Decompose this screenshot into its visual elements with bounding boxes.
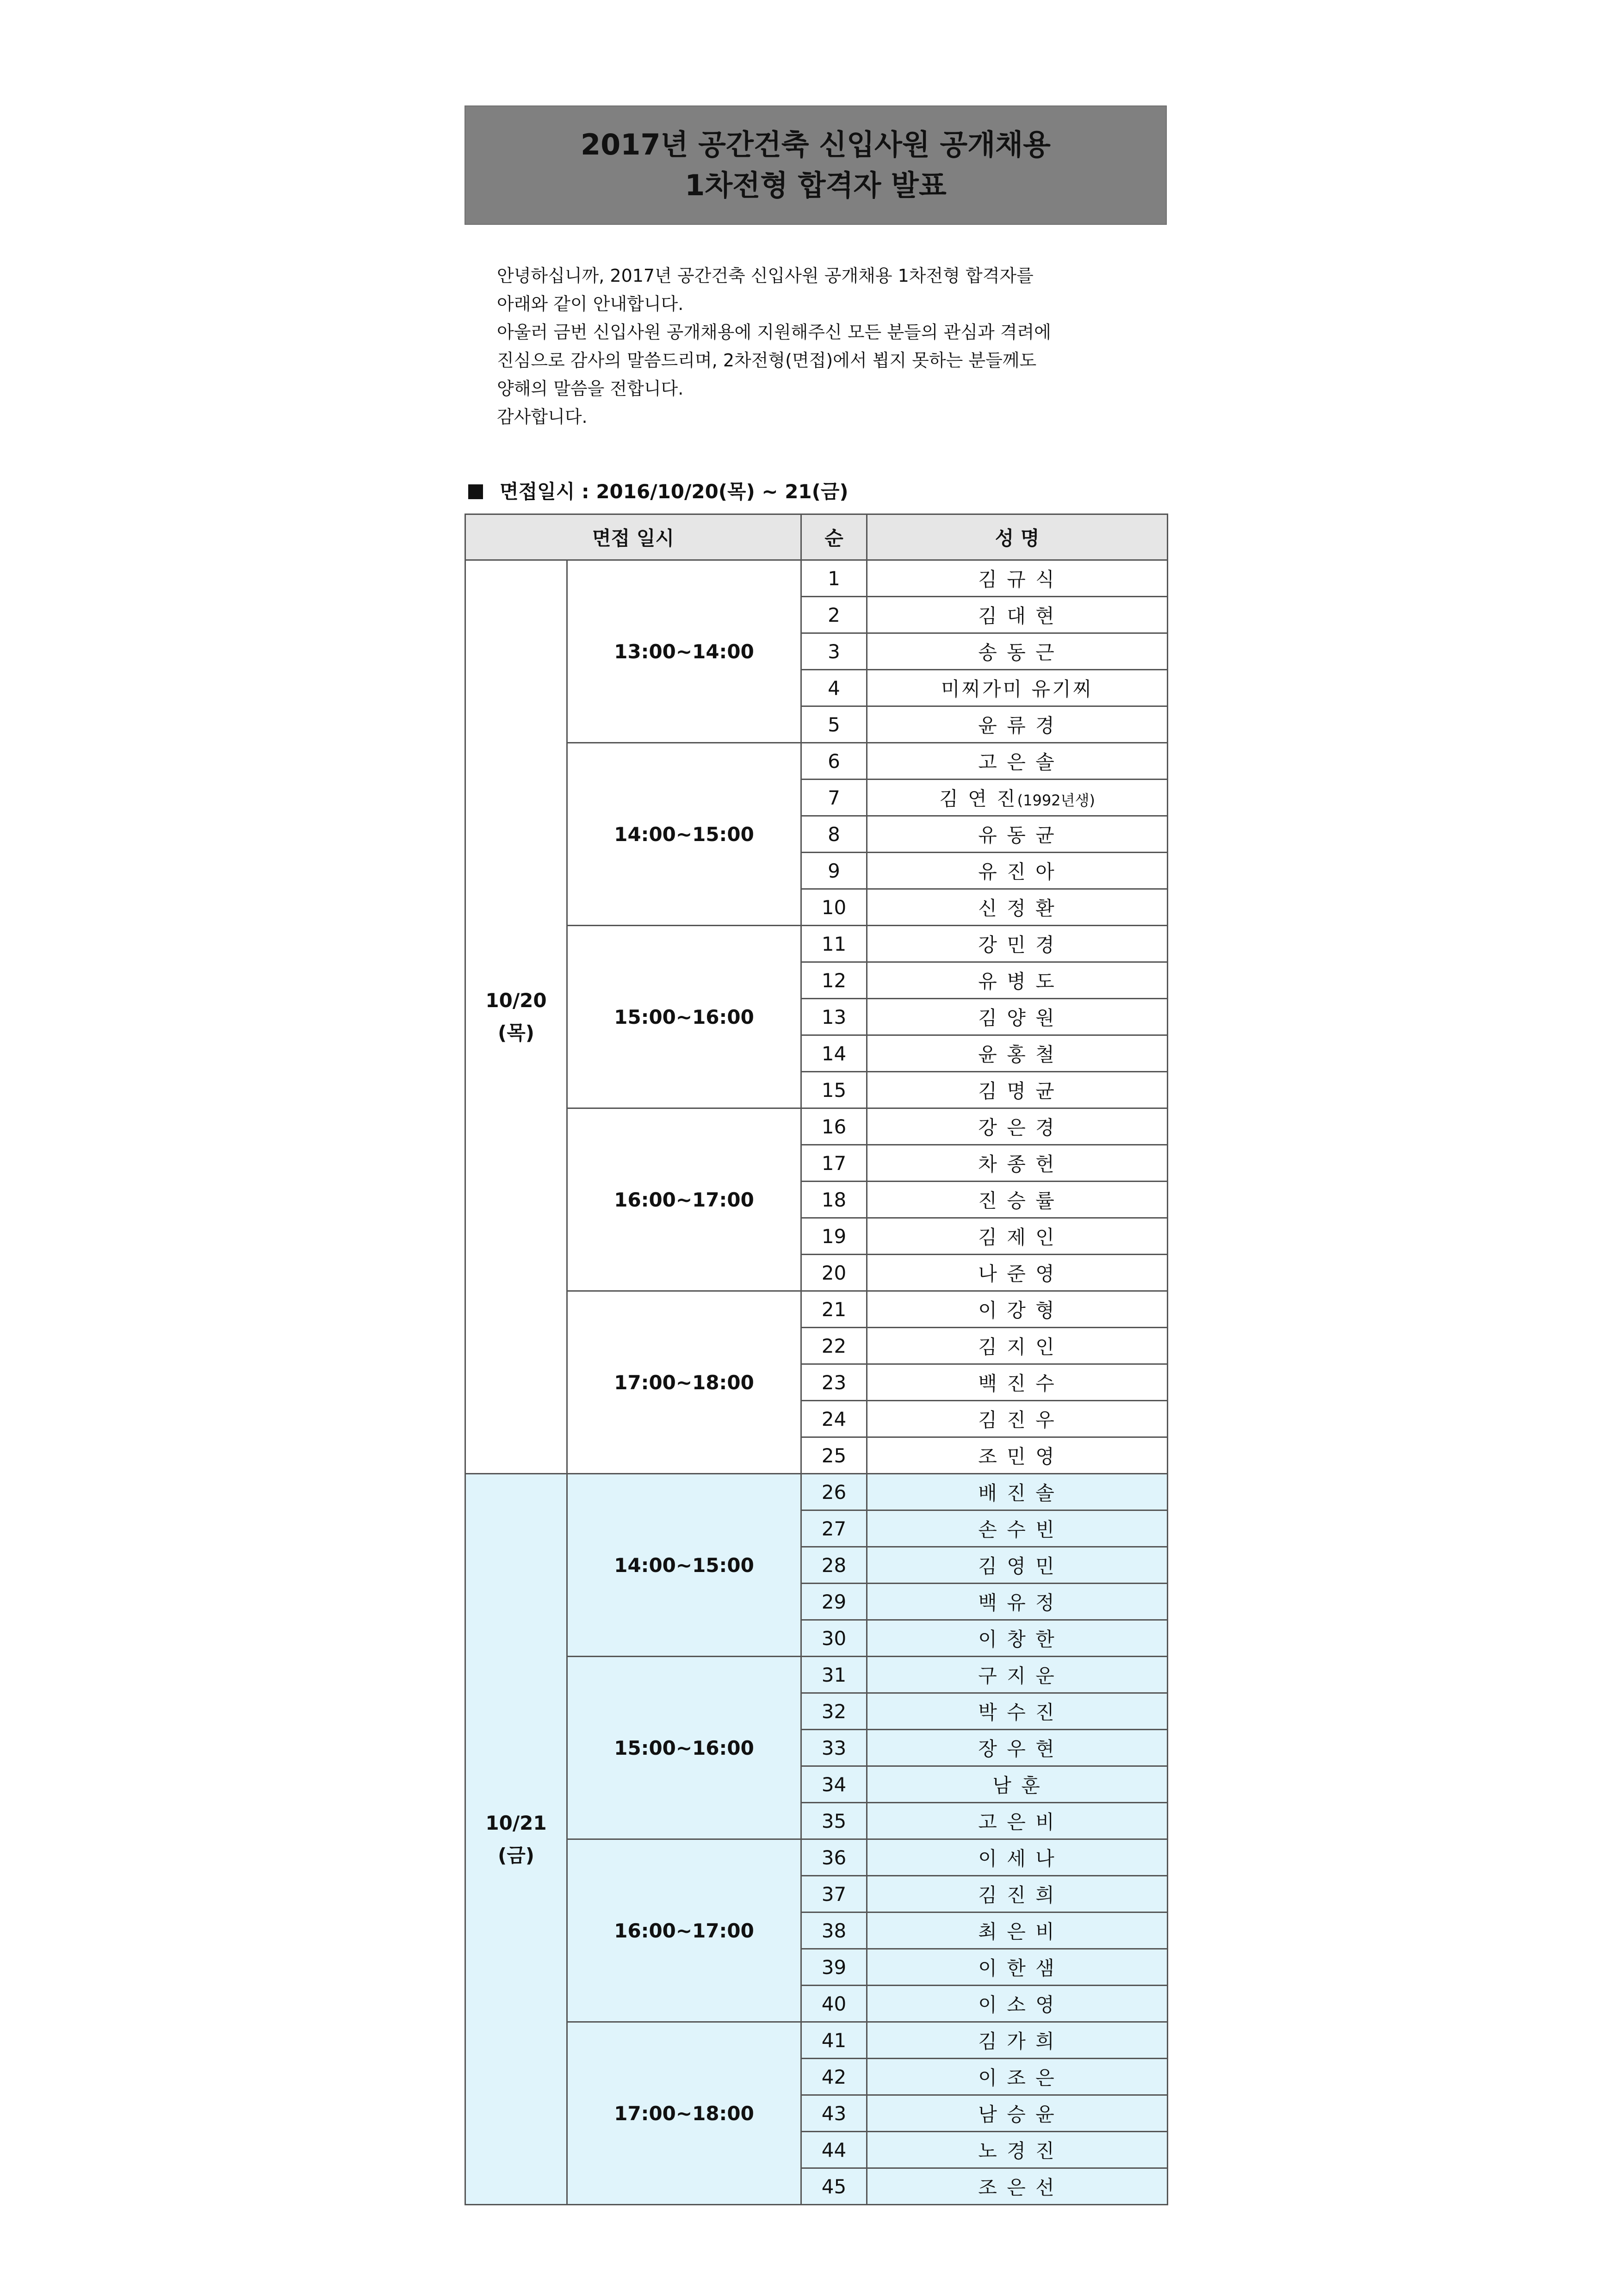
candidate-name <box>867 633 1168 670</box>
candidate-name <box>867 1986 1168 2022</box>
intro-line: 양해의 말씀을 전합니다. <box>497 378 684 399</box>
candidate-name-text: 백 진 수 <box>978 1372 1056 1395</box>
candidate-name-text: 최 은 비 <box>978 1920 1056 1943</box>
header-name: 성 명 <box>867 514 1168 560</box>
candidate-name <box>867 780 1168 816</box>
candidate-name <box>867 889 1168 926</box>
candidate-name-text: 유 병 도 <box>978 970 1056 993</box>
table-row <box>465 2022 1168 2059</box>
table-row <box>465 743 1168 780</box>
candidate-name-text: 구 지 운 <box>978 1665 1056 1687</box>
intro-line: 감사합니다. <box>497 407 588 427</box>
order-number: 21 <box>801 1291 867 1328</box>
order-number: 1 <box>801 560 867 597</box>
candidate-name-text: 김 진 희 <box>978 1884 1056 1906</box>
candidate-name-text: 남 훈 <box>992 1774 1042 1797</box>
title-banner <box>465 105 1167 225</box>
order-number: 34 <box>801 1766 867 1803</box>
candidate-name <box>867 1949 1168 1986</box>
candidate-name-text: 신 정 환 <box>978 897 1056 920</box>
day-weekday: (금) <box>498 1844 534 1867</box>
candidate-name <box>867 1693 1168 1730</box>
candidate-name <box>867 1035 1168 1072</box>
time-slot-cell: 14:00~15:00 <box>567 743 801 926</box>
candidate-name <box>867 560 1168 597</box>
candidate-name-text: 유 동 균 <box>978 824 1056 847</box>
day-date: 10/21 <box>485 1811 547 1834</box>
order-number: 25 <box>801 1437 867 1474</box>
candidate-name <box>867 1072 1168 1108</box>
order-number: 36 <box>801 1839 867 1876</box>
order-number: 27 <box>801 1510 867 1547</box>
candidate-name <box>867 2095 1168 2132</box>
interview-schedule-table <box>465 514 1168 2205</box>
day-cell <box>465 1474 567 2205</box>
candidate-name <box>867 1328 1168 1364</box>
order-number: 3 <box>801 633 867 670</box>
header-order: 순 <box>801 514 867 560</box>
time-slot-cell: 13:00~14:00 <box>567 560 801 743</box>
time-slot-cell: 15:00~16:00 <box>567 1657 801 1839</box>
order-number: 7 <box>801 780 867 816</box>
order-number: 6 <box>801 743 867 780</box>
order-number: 28 <box>801 1547 867 1584</box>
square-bullet-icon <box>468 484 483 499</box>
order-number: 23 <box>801 1364 867 1401</box>
time-slot-cell: 17:00~18:00 <box>567 2022 801 2205</box>
candidate-name <box>867 1108 1168 1145</box>
candidate-name-text: 김 명 균 <box>978 1080 1056 1102</box>
candidate-name <box>867 853 1168 889</box>
candidate-name <box>867 1730 1168 1766</box>
table-row <box>465 926 1168 962</box>
table-row <box>465 1657 1168 1693</box>
candidate-name <box>867 1401 1168 1437</box>
candidate-name-text: 고 은 솔 <box>978 751 1056 774</box>
day-weekday: (목) <box>498 1021 534 1044</box>
order-number: 19 <box>801 1218 867 1255</box>
candidate-name <box>867 2168 1168 2205</box>
header-interview-time: 면접 일시 <box>465 514 801 560</box>
candidate-name <box>867 1218 1168 1255</box>
order-number: 32 <box>801 1693 867 1730</box>
candidate-name-text: 나 준 영 <box>978 1262 1056 1285</box>
candidate-name-text: 강 민 경 <box>978 934 1056 956</box>
candidate-name-text: 이 한 샘 <box>978 1957 1056 1980</box>
order-number: 11 <box>801 926 867 962</box>
candidate-name-text: 차 종 헌 <box>978 1153 1056 1176</box>
candidate-name-text: 장 우 현 <box>978 1738 1056 1760</box>
order-number: 41 <box>801 2022 867 2059</box>
candidate-name <box>867 1766 1168 1803</box>
interview-date-heading <box>468 477 849 504</box>
candidate-name-text: 이 세 나 <box>978 1847 1056 1870</box>
candidate-name <box>867 1657 1168 1693</box>
order-number: 17 <box>801 1145 867 1182</box>
candidate-name-text: 노 경 진 <box>978 2140 1056 2162</box>
order-number: 22 <box>801 1328 867 1364</box>
order-number: 18 <box>801 1182 867 1218</box>
candidate-name-text: 이 창 한 <box>978 1628 1056 1651</box>
candidate-name <box>867 926 1168 962</box>
order-number: 35 <box>801 1803 867 1839</box>
order-number: 39 <box>801 1949 867 1986</box>
order-number: 13 <box>801 999 867 1035</box>
table-row <box>465 1108 1168 1145</box>
candidate-name <box>867 1547 1168 1584</box>
candidate-name <box>867 2022 1168 2059</box>
candidate-name-text: 강 은 경 <box>978 1116 1056 1139</box>
candidate-name-text: 김 제 인 <box>978 1226 1056 1249</box>
order-number: 43 <box>801 2095 867 2132</box>
table-body <box>465 560 1168 2205</box>
candidate-name-text: 김 규 식 <box>978 568 1056 591</box>
candidate-name-text: 김 진 우 <box>978 1409 1056 1431</box>
candidate-name <box>867 816 1168 853</box>
candidate-name-text: 김 양 원 <box>978 1007 1056 1029</box>
order-number: 2 <box>801 597 867 633</box>
candidate-name-text: 백 유 정 <box>978 1591 1056 1614</box>
candidate-name-text: 손 수 빈 <box>978 1518 1056 1541</box>
candidate-name <box>867 743 1168 780</box>
candidate-name-text: 김 연 진 <box>939 787 1017 810</box>
candidate-name-text: 송 동 근 <box>978 641 1056 664</box>
order-number: 40 <box>801 1986 867 2022</box>
table-row <box>465 560 1168 597</box>
time-slot-cell: 16:00~17:00 <box>567 1839 801 2022</box>
intro-line: 진심으로 감사의 말씀드리며, 2차전형(면접)에서 뵙지 못하는 분들께도 <box>497 350 1037 371</box>
candidate-name <box>867 999 1168 1035</box>
order-number: 10 <box>801 889 867 926</box>
order-number: 20 <box>801 1255 867 1291</box>
candidate-name-text: 진 승 률 <box>978 1189 1056 1212</box>
order-number: 33 <box>801 1730 867 1766</box>
candidate-name-text: 유 진 아 <box>978 860 1056 883</box>
candidate-name-text: 미찌가미 유기찌 <box>941 678 1094 700</box>
table-row <box>465 1474 1168 1510</box>
order-number: 42 <box>801 2059 867 2095</box>
table-row <box>465 1839 1168 1876</box>
candidate-name <box>867 2132 1168 2168</box>
candidate-name <box>867 1510 1168 1547</box>
candidate-name-text: 이 소 영 <box>978 1993 1056 2016</box>
candidate-name <box>867 597 1168 633</box>
candidate-name <box>867 1620 1168 1657</box>
time-slot-cell: 14:00~15:00 <box>567 1474 801 1657</box>
candidate-name-text: 윤 류 경 <box>978 714 1056 737</box>
intro-line: 아울러 금번 신입사원 공개채용에 지원해주신 모든 분들의 관심과 격려에 <box>497 322 1051 342</box>
title-line-1: 2017년 공간건축 신입사원 공개채용 <box>581 128 1051 161</box>
candidate-name-text: 조 은 선 <box>978 2176 1056 2199</box>
candidate-name-text: 조 민 영 <box>978 1445 1056 1468</box>
interview-date-text: 면접일시 : 2016/10/20(목) ~ 21(금) <box>500 480 849 503</box>
candidate-name-text: 박 수 진 <box>978 1701 1056 1724</box>
order-number: 26 <box>801 1474 867 1510</box>
order-number: 31 <box>801 1657 867 1693</box>
order-number: 45 <box>801 2168 867 2205</box>
order-number: 9 <box>801 853 867 889</box>
table-row <box>465 1291 1168 1328</box>
order-number: 38 <box>801 1912 867 1949</box>
candidate-name-text: 배 진 솔 <box>978 1482 1056 1504</box>
order-number: 29 <box>801 1584 867 1620</box>
candidate-name-text: 고 은 비 <box>978 1811 1056 1833</box>
order-number: 12 <box>801 962 867 999</box>
candidate-name <box>867 2059 1168 2095</box>
table-header-row <box>465 514 1168 560</box>
order-number: 15 <box>801 1072 867 1108</box>
candidate-name <box>867 1182 1168 1218</box>
candidate-name <box>867 1803 1168 1839</box>
candidate-name <box>867 706 1168 743</box>
candidate-name <box>867 1912 1168 1949</box>
candidate-name <box>867 1145 1168 1182</box>
candidate-note: (1992년생) <box>1017 792 1095 809</box>
order-number: 24 <box>801 1401 867 1437</box>
candidate-name-text: 김 대 현 <box>978 605 1056 627</box>
order-number: 4 <box>801 670 867 706</box>
candidate-name <box>867 1437 1168 1474</box>
candidate-name-text: 남 승 윤 <box>978 2103 1056 2126</box>
candidate-name <box>867 670 1168 706</box>
candidate-name-text: 김 가 희 <box>978 2030 1056 2053</box>
candidate-name <box>867 1584 1168 1620</box>
candidate-name-text: 윤 홍 철 <box>978 1043 1056 1066</box>
candidate-name-text: 이 강 형 <box>978 1299 1056 1322</box>
candidate-name <box>867 1474 1168 1510</box>
order-number: 37 <box>801 1876 867 1912</box>
candidate-name-text: 이 조 은 <box>978 2067 1056 2089</box>
order-number: 30 <box>801 1620 867 1657</box>
candidate-name <box>867 1364 1168 1401</box>
candidate-name <box>867 1291 1168 1328</box>
order-number: 44 <box>801 2132 867 2168</box>
candidate-name-text: 김 영 민 <box>978 1555 1056 1578</box>
candidate-name <box>867 1255 1168 1291</box>
order-number: 14 <box>801 1035 867 1072</box>
candidate-name <box>867 962 1168 999</box>
intro-line: 아래와 같이 안내합니다. <box>497 294 684 314</box>
candidate-name-text: 김 지 인 <box>978 1336 1056 1358</box>
intro-line: 안녕하십니까, 2017년 공간건축 신입사원 공개채용 1차전형 합격자를 <box>497 266 1034 286</box>
order-number: 16 <box>801 1108 867 1145</box>
time-slot-cell: 16:00~17:00 <box>567 1108 801 1291</box>
order-number: 8 <box>801 816 867 853</box>
candidate-name <box>867 1876 1168 1912</box>
order-number: 5 <box>801 706 867 743</box>
candidate-name <box>867 1839 1168 1876</box>
time-slot-cell: 15:00~16:00 <box>567 926 801 1108</box>
day-cell <box>465 560 567 1474</box>
time-slot-cell: 17:00~18:00 <box>567 1291 801 1474</box>
day-date: 10/20 <box>485 989 547 1012</box>
title-line-2: 1차전형 합격자 발표 <box>685 168 947 202</box>
intro-paragraph <box>497 262 1154 431</box>
